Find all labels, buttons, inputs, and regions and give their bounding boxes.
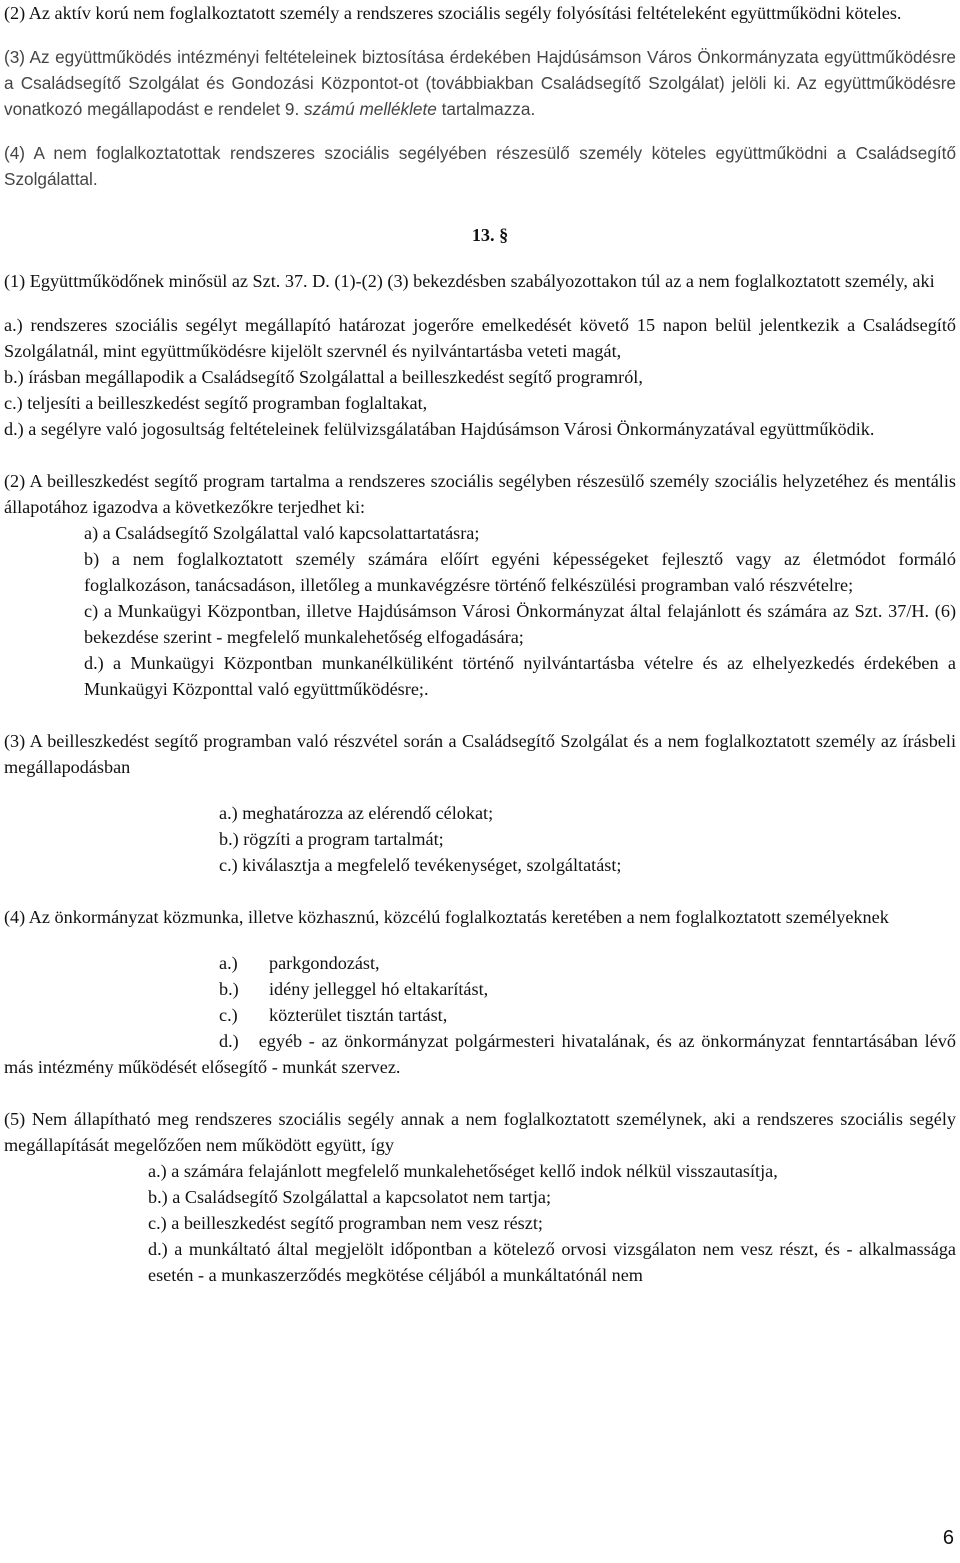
section-number: 13. <box>471 225 495 245</box>
s13-5-item-d: d.) a munkáltató által megjelölt időpontban a kötelező orvosi vizsgálaton nem vesz részt, és - alkalmassága esetén - a munkaszerződés megkötése céljából a munkáltatónál nem <box>148 1239 956 1285</box>
document-page <box>4 0 956 1288</box>
paragraph-3-italic: számú melléklete <box>304 99 437 119</box>
paragraph-3-text: (3) Az együttműködés intézményi feltételeinek biztosítása érdekében Hajdúsámson Város Önkormányzata együttműködésre a Családsegítő Szolgálat és Gondozási Központot-ot (továbbiakban Családsegítő Szolgálat) jelöli ki. Az együttműködésre vonatkozó megállapodást e rendelet 9. <box>4 47 956 119</box>
s13-2-item-b: b) a nem foglalkoztatott személy számára előírt egyéni képességeket fejlesztő vagy az életmódot formáló foglalkozáson, tanácsadáson, illetőleg a munkavégzésre történő felkészülési programban való részvételre; <box>84 549 956 595</box>
s13-2-item-d: d.) a Munkaügyi Központban munkanélküliként történő nyilvántartásba vételre és az elhelyezkedés érdekében a Munkaügyi Központtal való együttműködésre;. <box>84 653 956 699</box>
item-label: a.) <box>219 953 238 973</box>
section-heading <box>4 222 956 248</box>
s13-2-item-a: a) a Családsegítő Szolgálattal való kapcsolattartatásra; <box>84 523 480 543</box>
item-label: b.) <box>219 979 239 999</box>
s13-4-item-d <box>4 1028 956 1080</box>
s13-5-item-b: b.) a Családsegítő Szolgálattal a kapcsolatot nem tartja; <box>148 1187 552 1207</box>
s13-paragraph-2: (2) A beilleszkedést segítő program tartalma a rendszeres szociális segélyben részesülő személy szociális helyzetéhez és mentális állapotához igazodva a következőkre terjedhet ki: <box>4 471 956 517</box>
s13-4-item-a <box>4 950 956 976</box>
s13-1-item-d: d.) a segélyre való jogosultság feltételeinek felülvizsgálatában Hajdúsámson Városi Önkormányzatával együttműködik. <box>4 419 875 439</box>
s13-1-item-a: a.) rendszeres szociális segélyt megállapító határozat jogerőre emelkedését követő 15 napon belül jelentkezik a Családsegítő Szolgálatnál, mint együttműködésre kijelölt szervnél és nyilvántartásba veteti magát, <box>4 315 956 361</box>
paragraph-3 <box>4 44 956 122</box>
s13-paragraph-4: (4) Az önkormányzat közmunka, illetve közhasznú, közcélú foglalkoztatás keretében a nem foglalkoztatott személyeknek <box>4 907 889 927</box>
s13-1-item-c: c.) teljesíti a beilleszkedést segítő programban foglaltakat, <box>4 393 428 413</box>
s13-2-item-c: c) a Munkaügyi Központban, illetve Hajdúsámson Városi Önkormányzat által felajánlott és számára az Szt. 37/H. (6) bekezdése szerint - megfelelő munkalehetőség elfogadására; <box>84 601 956 647</box>
s13-4-item-c <box>4 1002 956 1028</box>
s13-4-list <box>4 950 956 1080</box>
s13-3-list <box>4 800 956 878</box>
page-number: 6 <box>942 1527 954 1549</box>
s13-4-item-b <box>4 976 956 1002</box>
s13-5-item-c: c.) a beilleszkedést segítő programban nem vesz részt; <box>148 1213 543 1233</box>
paragraph-2: (2) Az aktív korú nem foglalkoztatott személy a rendszeres szociális segély folyósítási feltételeként együttműködni köteles. <box>4 3 902 23</box>
item-text: idény jelleggel hó eltakarítást, <box>269 979 489 999</box>
item-text: közterület tisztán tartást, <box>269 1005 448 1025</box>
item-text: parkgondozást, <box>269 953 380 973</box>
section-sign-icon: § <box>499 225 509 245</box>
item-label: c.) <box>219 1005 238 1025</box>
s13-1-list <box>4 312 956 442</box>
s13-3-item-a: a.) meghatározza az elérendő célokat; <box>219 803 494 823</box>
s13-3-item-b: b.) rögzíti a program tartalmát; <box>219 829 444 849</box>
s13-2-list <box>4 520 956 702</box>
paragraph-3-end: tartalmazza. <box>441 99 536 119</box>
item-text: egyéb - az önkormányzat polgármesteri hivatalának, és az önkormányzat fenntartásában lévő más intézmény működését elősegítő - munkát szervez. <box>4 1031 956 1077</box>
s13-3-item-c: c.) kiválasztja a megfelelő tevékenységet, szolgáltatást; <box>219 855 622 875</box>
s13-1-item-b: b.) írásban megállapodik a Családsegítő Szolgálattal a beilleszkedést segítő programról, <box>4 367 643 387</box>
s13-5-item-a: a.) a számára felajánlott megfelelő munkalehetőséget kellő indok nélkül visszautasítja, <box>148 1161 778 1181</box>
paragraph-4: (4) A nem foglalkoztatottak rendszeres szociális segélyében részesülő személy köteles együttműködni a Családsegítő Szolgálattal. <box>4 143 956 189</box>
s13-paragraph-3: (3) A beilleszkedést segítő programban való részvétel során a Családsegítő Szolgálat és a nem foglalkoztatott személy az írásbeli megállapodásban <box>4 731 956 777</box>
item-label: d.) <box>219 1031 239 1051</box>
s13-paragraph-5: (5) Nem állapítható meg rendszeres szociális segély annak a nem foglalkoztatott személynek, aki a rendszeres szociális segély megállapítását megelőzően nem működött együtt, így <box>4 1109 956 1155</box>
s13-5-list <box>4 1158 956 1288</box>
s13-paragraph-1: (1) Együttműködőnek minősül az Szt. 37. D. (1)-(2) (3) bekezdésben szabályozottakon túl az a nem foglalkoztatott személy, aki <box>4 271 935 291</box>
